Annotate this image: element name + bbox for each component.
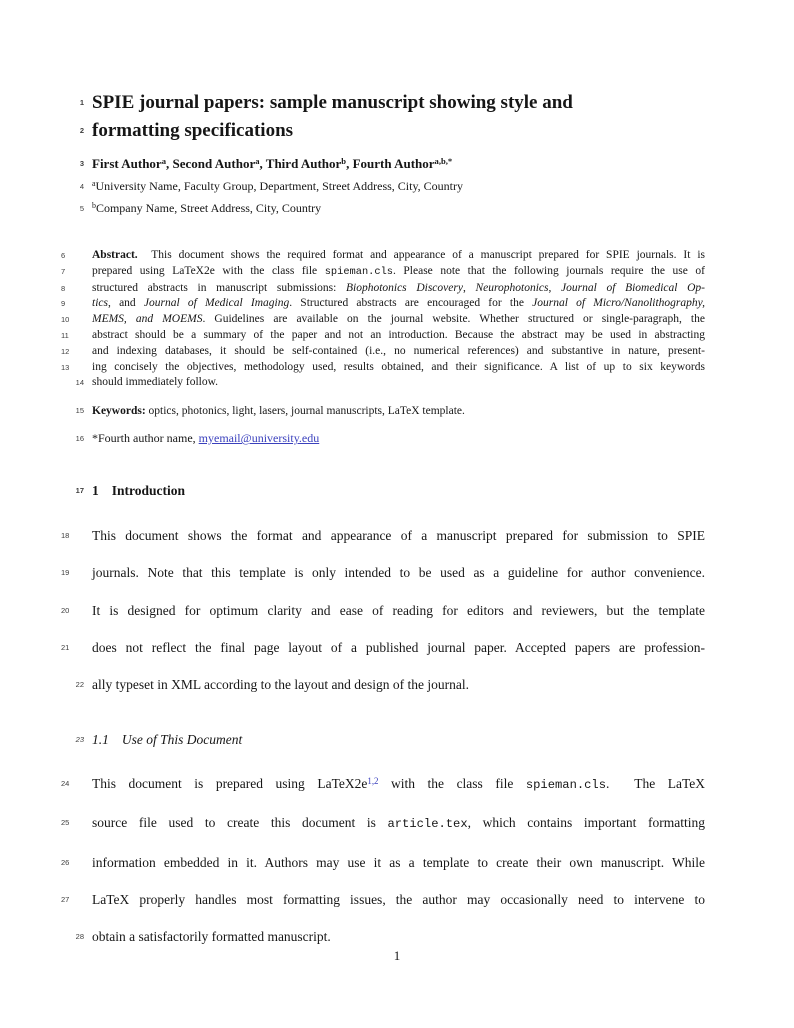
text-segment: b bbox=[341, 156, 347, 167]
doc-line-27 bbox=[61, 881, 705, 918]
line-number: 17 bbox=[75, 486, 84, 496]
text-segment: . The LaTeX bbox=[606, 776, 705, 792]
doc-line-14 bbox=[75, 375, 705, 391]
text-segment: 1 bbox=[92, 483, 99, 499]
text-segment: 1.1 bbox=[92, 732, 109, 748]
line-number: 19 bbox=[61, 568, 70, 578]
block-section-1-heading bbox=[75, 482, 705, 499]
doc-line-7 bbox=[61, 264, 705, 281]
line-number: 16 bbox=[75, 434, 84, 444]
line-number: 7 bbox=[61, 266, 66, 276]
text-segment: prepared using LaTeX2e with the class file bbox=[92, 264, 325, 277]
doc-line-21 bbox=[61, 629, 705, 666]
doc-line-24 bbox=[61, 765, 705, 804]
text-segment: should immediately follow. bbox=[92, 376, 219, 389]
doc-line-4 bbox=[79, 176, 705, 198]
line-number: 13 bbox=[61, 362, 70, 372]
citation-link[interactable]: 1,2 bbox=[367, 775, 379, 786]
line-number: 25 bbox=[61, 818, 70, 828]
text-segment: , Fourth Author bbox=[346, 156, 435, 171]
doc-line-15 bbox=[75, 403, 705, 419]
block-abstract bbox=[61, 248, 705, 391]
doc-line-8 bbox=[61, 281, 705, 297]
doc-line-9 bbox=[61, 296, 705, 312]
text-segment: a,b,* bbox=[434, 156, 453, 167]
line-number: 20 bbox=[61, 605, 70, 615]
doc-line-19 bbox=[61, 554, 705, 591]
text-segment: *Fourth author name, bbox=[92, 431, 199, 446]
text-segment: , Second Author bbox=[166, 156, 256, 171]
line-number: 2 bbox=[79, 126, 84, 135]
text-segment: abstract should be a summary of the paper and not an introduction. Because the abstract may be used in abstracting bbox=[92, 328, 705, 341]
doc-line-25 bbox=[61, 804, 705, 843]
doc-line-13 bbox=[61, 360, 705, 376]
doc-line-3 bbox=[79, 153, 705, 176]
line-number: 11 bbox=[61, 330, 69, 340]
line-number: 28 bbox=[75, 932, 84, 941]
block-subsection-1-1-heading bbox=[75, 731, 705, 748]
text-segment: formatting specifications bbox=[92, 120, 294, 141]
text-segment: University Name, Faculty Group, Department, Street Address, City, Country bbox=[95, 179, 464, 193]
text-segment: a bbox=[161, 156, 166, 167]
email-link[interactable]: myemail@university.edu bbox=[198, 431, 320, 446]
text-segment: MEMS, and MOEMS bbox=[92, 313, 203, 326]
text-segment: Use of This Document bbox=[121, 732, 243, 748]
page-number: 1 bbox=[393, 948, 401, 963]
doc-line-2 bbox=[79, 117, 705, 145]
text-segment: b bbox=[92, 201, 96, 211]
text-segment: a bbox=[255, 156, 260, 167]
text-segment: , Third Author bbox=[259, 156, 342, 171]
text-segment: information embedded in it. Authors may use it as a template to create their own manuscript. While bbox=[92, 854, 705, 870]
text-segment: journals. Note that this template is only intended to be used as a guideline for author convenience. bbox=[92, 565, 705, 581]
text-segment: a bbox=[92, 179, 96, 189]
text-segment: First Author bbox=[92, 156, 162, 171]
line-number: 24 bbox=[61, 779, 70, 789]
text-segment: . Guidelines are available on the journal website. Whether structured or single-paragraph, the bbox=[202, 313, 705, 326]
doc-line-23 bbox=[75, 731, 705, 748]
manuscript bbox=[61, 89, 705, 955]
text-segment: Journal of Biomedical Op- bbox=[561, 281, 705, 294]
text-segment: This document is prepared using LaTeX2e bbox=[92, 776, 368, 792]
text-segment: SPIE journal papers: sample manuscript showing style and bbox=[92, 92, 573, 113]
text-segment: tics bbox=[92, 297, 108, 310]
text-segment: It is designed for optimum clarity and ease of reading for editors and reviewers, but the template bbox=[92, 602, 705, 618]
text-segment: ally typeset in XML according to the layout and design of the journal. bbox=[92, 676, 470, 692]
line-number: 8 bbox=[61, 283, 66, 293]
text-segment: This document shows the format and appearance of a manuscript prepared for submission to SPIE bbox=[92, 528, 705, 544]
text-segment: and indexing databases, it should be self-contained (i.e., no numerical references) and substantive in nature, present- bbox=[92, 344, 705, 357]
line-number: 26 bbox=[61, 857, 70, 867]
line-number: 10 bbox=[61, 315, 70, 325]
text-segment: Journal of Medical Imaging bbox=[143, 297, 290, 310]
block-keywords bbox=[75, 403, 705, 419]
text-segment: Journal of Micro/Nanolithography, bbox=[532, 297, 705, 310]
block-correspondence bbox=[75, 430, 705, 447]
text-segment: source file used to create this document is bbox=[92, 815, 388, 831]
doc-line-11 bbox=[61, 328, 705, 344]
text-segment: structured abstracts in manuscript submissions: bbox=[92, 281, 346, 294]
text-segment: Introduction bbox=[111, 483, 186, 499]
doc-line-26 bbox=[61, 844, 705, 881]
doc-line-20 bbox=[61, 592, 705, 629]
text-segment: , and bbox=[107, 297, 144, 310]
line-number: 9 bbox=[61, 299, 66, 309]
text-segment: ing concisely the objectives, methodology used, results obtained, and their significance. A list of up to six keywords bbox=[92, 360, 705, 373]
doc-line-16 bbox=[75, 430, 705, 447]
text-segment: article.tex bbox=[387, 817, 468, 832]
line-number: 14 bbox=[75, 378, 84, 388]
text-segment: Keywords: bbox=[92, 405, 146, 418]
text-segment: Neurophotonics bbox=[475, 281, 549, 294]
line-number: 3 bbox=[79, 159, 84, 168]
text-segment: LaTeX properly handles most formatting issues, the author may occasionally need to intervene to bbox=[92, 891, 705, 907]
text-segment: Company Name, Street Address, City, Country bbox=[95, 201, 322, 215]
line-number: 4 bbox=[79, 182, 84, 191]
doc-line-17 bbox=[75, 482, 705, 499]
text-segment: . Structured abstracts are encouraged for the bbox=[289, 297, 533, 310]
text-segment: spieman.cls bbox=[324, 265, 393, 278]
line-number: 18 bbox=[61, 531, 70, 541]
block-para-1 bbox=[61, 517, 705, 703]
text-segment: Biophotonics Discovery bbox=[345, 281, 463, 294]
doc-line-1 bbox=[79, 89, 705, 117]
block-authors bbox=[79, 153, 705, 220]
line-number: 22 bbox=[75, 679, 84, 689]
block-title bbox=[79, 89, 705, 145]
line-number: 27 bbox=[61, 894, 70, 904]
line-number: 1 bbox=[79, 98, 84, 107]
line-number: 15 bbox=[75, 406, 84, 416]
text-segment: optics, photonics, light, lasers, journal manuscripts, LaTeX template. bbox=[145, 405, 465, 418]
text-segment: This document shows the required format and appearance of a manuscript prepared for SPIE journals. It is bbox=[137, 249, 705, 261]
doc-line-5 bbox=[79, 198, 705, 220]
text-segment: obtain a satisfactorily formatted manuscript. bbox=[92, 929, 331, 944]
doc-line-12 bbox=[61, 344, 705, 360]
line-number: 23 bbox=[75, 735, 84, 745]
text-segment: . Please note that the following journals require the use of bbox=[392, 264, 705, 277]
line-number: 21 bbox=[61, 642, 70, 652]
doc-line-18 bbox=[61, 517, 705, 554]
line-number: 5 bbox=[79, 204, 84, 213]
doc-line-10 bbox=[61, 312, 705, 328]
text-segment: Abstract. bbox=[92, 249, 138, 261]
line-number: 6 bbox=[61, 251, 66, 260]
text-segment: with the class file bbox=[378, 776, 526, 792]
text-segment: does not reflect the final page layout of a published journal paper. Accepted papers are profession- bbox=[92, 639, 705, 655]
line-number: 12 bbox=[61, 346, 70, 356]
doc-line-6 bbox=[61, 248, 705, 264]
text-segment: , bbox=[462, 281, 476, 294]
doc-line-22 bbox=[75, 666, 705, 703]
text-segment: , which contains important formatting bbox=[467, 815, 705, 831]
block-para-2 bbox=[61, 765, 705, 955]
text-segment: , bbox=[548, 281, 562, 294]
text-segment: spieman.cls bbox=[525, 778, 607, 793]
